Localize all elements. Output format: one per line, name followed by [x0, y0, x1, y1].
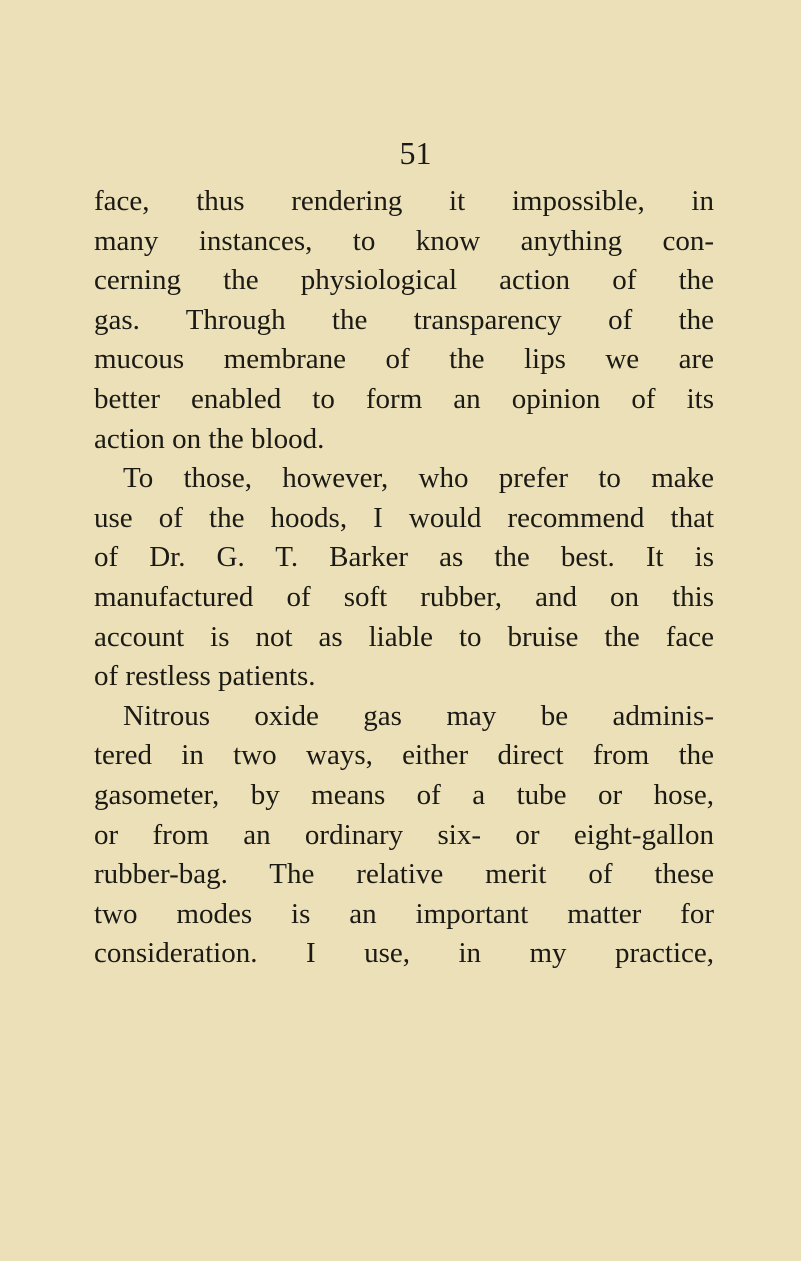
text-line: rubber-bag. The relative merit of these — [94, 858, 714, 891]
text-line: of Dr. G. T. Barker as the best. It is — [94, 541, 714, 574]
text-line: consideration. I use, in my practice, — [94, 937, 714, 970]
text-line: two modes is an important matter for — [94, 897, 714, 930]
text-line: To those, however, who prefer to make — [123, 462, 714, 495]
text-line: account is not as liable to bruise the face — [94, 620, 714, 653]
text-line: many instances, to know anything con- — [94, 224, 714, 257]
text-line: better enabled to form an opinion of its — [94, 382, 714, 415]
text-line: of restless patients. — [94, 660, 316, 693]
text-line: gasometer, by means of a tube or hose, — [94, 778, 714, 811]
text-line: action on the blood. — [94, 422, 325, 455]
text-line: cerning the physiological action of the — [94, 264, 714, 297]
text-line: or from an ordinary six- or eight-gallon — [94, 818, 714, 851]
text-line: manufactured of soft rubber, and on this — [94, 580, 714, 613]
text-line: gas. Through the transparency of the — [94, 303, 714, 336]
text-line: face, thus rendering it impossible, in — [94, 185, 714, 217]
page-number: 51 — [399, 135, 432, 171]
text-line: mucous membrane of the lips we are — [94, 343, 714, 376]
text-line: Nitrous oxide gas may be adminis- — [123, 699, 714, 732]
text-line: tered in two ways, either direct from the — [94, 739, 714, 772]
text-line: use of the hoods, I would recommend that — [94, 501, 714, 534]
body-text — [94, 182, 714, 974]
